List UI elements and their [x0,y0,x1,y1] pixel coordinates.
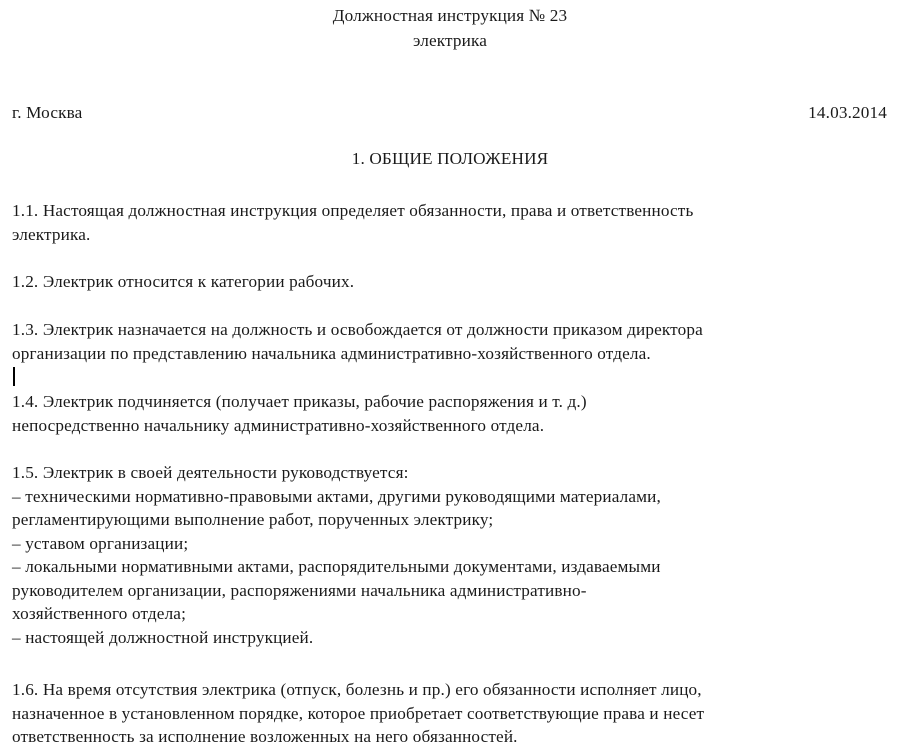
paragraph-line: непосредственно начальнику административно-хозяйственного отдела. [12,415,545,435]
paragraph-line: организации по представлению начальника административно-хозяйственного отдела. [12,343,651,363]
paragraph-1-2[interactable] [12,270,892,294]
paragraph-1-4[interactable] [12,390,892,437]
section-title: 1. ОБЩИЕ ПОЛОЖЕНИЯ [351,149,549,168]
paragraph-line: 1.4. Электрик подчиняется (получает приказы, рабочие распоряжения и т. д.) [12,392,587,411]
date-label: 14.03.2014 [808,103,887,122]
paragraph-line: назначенное в установленном порядке, которое приобретает соответствующие права и несет [12,703,705,723]
paragraph-line: хозяйственного отдела; [12,604,187,623]
document-subtitle: электрика [413,31,487,50]
paragraph-1-3[interactable] [12,318,892,365]
paragraph-line: – техническими нормативно-правовыми актами, другими руководящими материалами, [12,486,661,506]
document-title: Должностная инструкция № 23 [332,6,568,25]
paragraph-line: 1.2. Электрик относится к категории рабочих. [12,272,355,291]
paragraph-line: – уставом организации; [12,533,189,553]
paragraph-1-6[interactable] [12,678,892,749]
paragraph-line: 1.6. На время отсутствия электрика (отпуск, болезнь и пр.) его обязанности исполняет лицо, [12,680,702,699]
paragraph-line: регламентирующими выполнение работ, порученных электрику; [12,510,494,529]
paragraph-line: электрика. [12,224,91,244]
paragraph-line: – локальными нормативными актами, распорядительными документами, издаваемыми [12,557,661,576]
paragraph-line: – настоящей должностной инструкцией. [12,627,314,647]
city-label: г. Москва [12,103,83,122]
paragraph-line: 1.5. Электрик в своей деятельности руководствуется: [12,463,409,482]
paragraph-line: ответственность за исполнение возложенных на него обязанностей. [12,727,518,746]
paragraph-line: 1.3. Электрик назначается на должность и освобождается от должности приказом директора [12,320,703,339]
paragraph-1-5[interactable] [12,461,892,649]
paragraph-line: руководителем организации, распоряжениями начальника административно- [12,580,587,600]
paragraph-line: 1.1. Настоящая должностная инструкция определяет обязанности, права и ответственность [12,201,694,220]
paragraph-1-1[interactable] [12,199,892,246]
text-cursor [13,367,15,386]
